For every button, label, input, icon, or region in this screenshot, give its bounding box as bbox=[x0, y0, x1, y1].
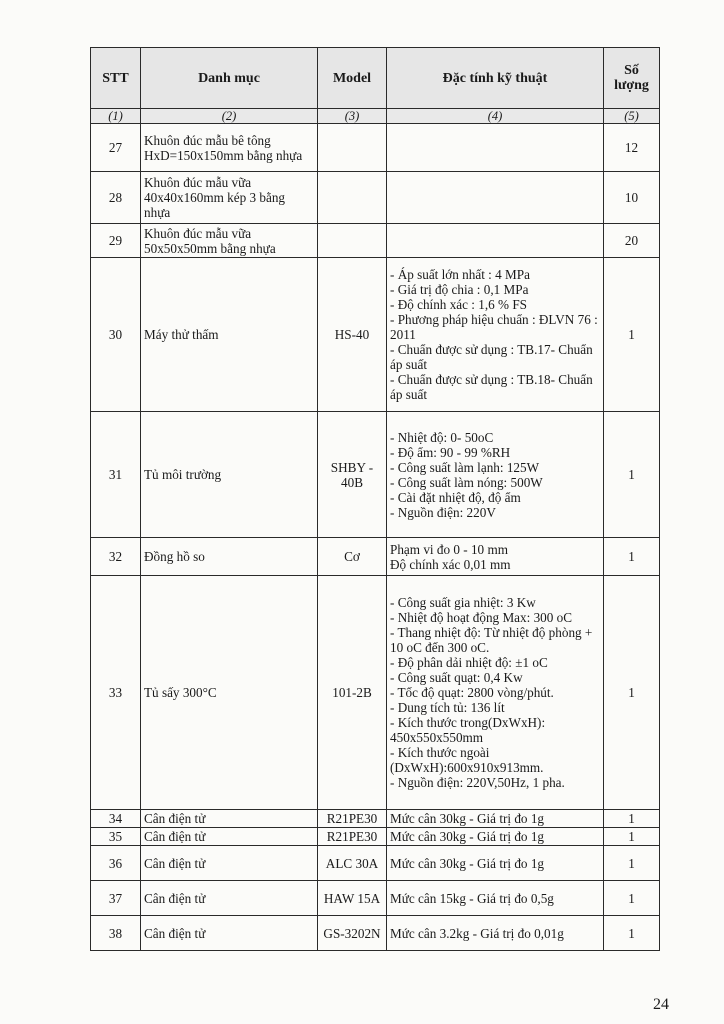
table-row bbox=[91, 124, 660, 172]
header-quantity: Số lượng bbox=[604, 48, 660, 109]
row-specs bbox=[387, 828, 604, 846]
spec-line: Mức cân 3.2kg - Giá trị đo 0,01g bbox=[390, 925, 564, 941]
table-row bbox=[91, 172, 660, 224]
row-specs bbox=[387, 538, 604, 576]
table-row bbox=[91, 810, 660, 828]
row-stt: 33 bbox=[91, 576, 141, 810]
row-quantity: 1 bbox=[604, 412, 660, 538]
row-model: GS-3202N bbox=[318, 916, 387, 951]
spec-line: - Độ chính xác : 1,6 % FS bbox=[390, 297, 527, 312]
row-stt: 27 bbox=[91, 124, 141, 172]
spec-line: Mức cân 30kg - Giá trị đo 1g bbox=[390, 811, 545, 826]
row-stt: 38 bbox=[91, 916, 141, 951]
table-row bbox=[91, 846, 660, 881]
spec-line: - Phương pháp hiệu chuẩn : ĐLVN 76 : 2011 bbox=[390, 312, 598, 342]
header-stt: STT bbox=[91, 48, 141, 109]
row-stt: 37 bbox=[91, 881, 141, 916]
column-number: (3) bbox=[318, 109, 387, 124]
row-quantity: 1 bbox=[604, 576, 660, 810]
spec-line: Mức cân 30kg - Giá trị đo 1g bbox=[390, 855, 545, 871]
row-stt: 36 bbox=[91, 846, 141, 881]
row-model: ALC 30A bbox=[318, 846, 387, 881]
row-model: Cơ bbox=[318, 538, 387, 576]
table-row bbox=[91, 224, 660, 258]
spec-line: - Kích thước trong(DxWxH): 450x550x550mm bbox=[390, 715, 546, 745]
spec-line: - Thang nhiệt độ: Từ nhiệt độ phòng + 10 oC đến 300 oC. bbox=[390, 625, 593, 655]
spec-line: Mức cân 15kg - Giá trị đo 0,5g bbox=[390, 890, 554, 906]
spec-line: - Độ ẩm: 90 - 99 %RH bbox=[390, 444, 511, 460]
spec-line: - Công suất làm nóng: 500W bbox=[390, 474, 543, 490]
spec-line: - Công suất gia nhiệt: 3 Kw bbox=[390, 595, 536, 610]
row-stt: 32 bbox=[91, 538, 141, 576]
row-quantity: 10 bbox=[604, 172, 660, 224]
spec-line: - Cài đặt nhiệt độ, độ ẩm bbox=[390, 489, 521, 505]
row-quantity: 20 bbox=[604, 224, 660, 258]
table-row bbox=[91, 881, 660, 916]
spec-line: - Dung tích tủ: 136 lít bbox=[390, 700, 505, 715]
table-row bbox=[91, 258, 660, 412]
row-model bbox=[318, 172, 387, 224]
spec-line: Độ chính xác 0,01 mm bbox=[390, 556, 511, 572]
spec-line: - Chuẩn được sử dụng : TB.18- Chuẩn áp suất bbox=[390, 372, 593, 402]
column-number: (2) bbox=[141, 109, 318, 124]
row-quantity: 1 bbox=[604, 916, 660, 951]
row-specs bbox=[387, 576, 604, 810]
header-model: Model bbox=[318, 48, 387, 109]
row-model: SHBY - 40B bbox=[318, 412, 387, 538]
spec-line: - Nhiệt độ: 0- 50oC bbox=[390, 429, 494, 445]
row-model bbox=[318, 124, 387, 172]
row-stt: 31 bbox=[91, 412, 141, 538]
row-quantity: 1 bbox=[604, 810, 660, 828]
spec-line: - Giá trị độ chia : 0,1 MPa bbox=[390, 282, 529, 297]
column-number: (5) bbox=[604, 109, 660, 124]
row-quantity: 1 bbox=[604, 846, 660, 881]
column-number: (1) bbox=[91, 109, 141, 124]
spec-line: - Công suất làm lạnh: 125W bbox=[390, 459, 540, 475]
row-quantity: 1 bbox=[604, 881, 660, 916]
row-model: R21PE30 bbox=[318, 810, 387, 828]
row-stt: 29 bbox=[91, 224, 141, 258]
row-specs bbox=[387, 846, 604, 881]
row-name: Đồng hồ so bbox=[141, 538, 318, 576]
row-name: Cân điện tử bbox=[141, 916, 318, 951]
spec-line: - Nguồn điện: 220V bbox=[390, 504, 496, 520]
spec-line: - Tốc độ quạt: 2800 vòng/phút. bbox=[390, 685, 554, 700]
spec-line: Phạm vi đo 0 - 10 mm bbox=[390, 541, 508, 557]
header-category: Danh mục bbox=[141, 48, 318, 109]
table-row bbox=[91, 828, 660, 846]
page-number: 24 bbox=[653, 996, 669, 1013]
row-name: Tủ môi trường bbox=[141, 412, 318, 538]
row-stt: 30 bbox=[91, 258, 141, 412]
row-specs bbox=[387, 916, 604, 951]
row-model: HAW 15A bbox=[318, 881, 387, 916]
header-row bbox=[91, 48, 660, 109]
row-name: Cân điện tử bbox=[141, 881, 318, 916]
table-row bbox=[91, 412, 660, 538]
row-name: Tủ sấy 300°C bbox=[141, 576, 318, 810]
row-model: 101-2B bbox=[318, 576, 387, 810]
spec-line: Mức cân 30kg - Giá trị đo 1g bbox=[390, 829, 545, 844]
row-specs bbox=[387, 224, 604, 258]
row-name: Cân điện tử bbox=[141, 846, 318, 881]
row-stt: 34 bbox=[91, 810, 141, 828]
row-name: Khuôn đúc mẫu bê tông HxD=150x150mm bằng nhựa bbox=[141, 124, 318, 172]
column-number: (4) bbox=[387, 109, 604, 124]
spec-line: - Độ phân dải nhiệt độ: ±1 oC bbox=[390, 655, 548, 670]
table-header bbox=[91, 48, 660, 109]
row-stt: 35 bbox=[91, 828, 141, 846]
spec-line: - Chuẩn được sử dụng : TB.17- Chuẩn áp suất bbox=[390, 342, 593, 372]
row-name: Khuôn đúc mẫu vữa 50x50x50mm bằng nhựa bbox=[141, 224, 318, 258]
spec-line: - Kích thước ngoài (DxWxH):600x910x913mm. bbox=[390, 745, 544, 775]
row-name: Máy thử thấm bbox=[141, 258, 318, 412]
spec-line: - Áp suất lớn nhất : 4 MPa bbox=[390, 267, 530, 282]
row-model bbox=[318, 224, 387, 258]
row-quantity: 12 bbox=[604, 124, 660, 172]
row-specs bbox=[387, 124, 604, 172]
spec-line: - Nguồn điện: 220V,50Hz, 1 pha. bbox=[390, 775, 565, 790]
row-quantity: 1 bbox=[604, 538, 660, 576]
row-stt: 28 bbox=[91, 172, 141, 224]
header-specs: Đặc tính kỹ thuật bbox=[387, 48, 604, 109]
spec-line: - Nhiệt độ hoạt động Max: 300 oC bbox=[390, 610, 573, 625]
spec-line: - Công suất quạt: 0,4 Kw bbox=[390, 670, 523, 685]
row-specs bbox=[387, 172, 604, 224]
equipment-table bbox=[90, 47, 660, 951]
row-name: Khuôn đúc mẫu vữa 40x40x160mm kép 3 bằng nhựa bbox=[141, 172, 318, 224]
row-model: R21PE30 bbox=[318, 828, 387, 846]
row-name: Cân điện tử bbox=[141, 828, 318, 846]
column-number-row bbox=[91, 109, 660, 124]
row-quantity: 1 bbox=[604, 828, 660, 846]
table-body bbox=[91, 109, 660, 951]
table-row bbox=[91, 576, 660, 810]
row-quantity: 1 bbox=[604, 258, 660, 412]
table-row bbox=[91, 916, 660, 951]
row-specs bbox=[387, 881, 604, 916]
row-name: Cân điện tử bbox=[141, 810, 318, 828]
row-specs bbox=[387, 810, 604, 828]
table-row bbox=[91, 538, 660, 576]
row-model: HS-40 bbox=[318, 258, 387, 412]
row-specs bbox=[387, 412, 604, 538]
row-specs bbox=[387, 258, 604, 412]
